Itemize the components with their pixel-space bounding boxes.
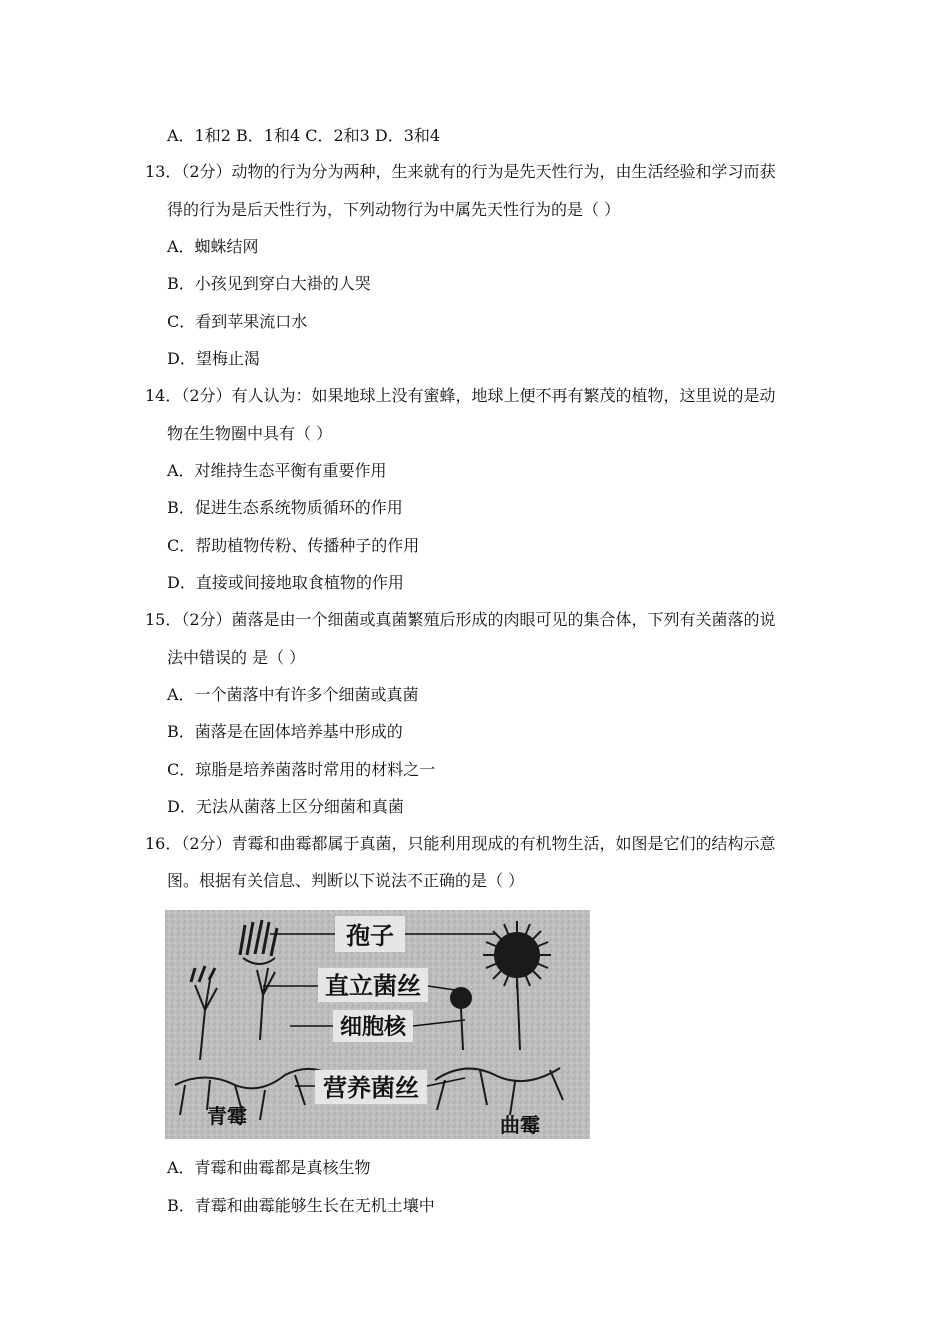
- q13-option-a: A．蜘蛛结网: [167, 237, 259, 256]
- q16-stem-line2: 图。根据有关信息、判断以下说法不正确的是（ ）: [167, 871, 525, 890]
- q14-option-c: C．帮助植物传粉、传播种子的作用: [167, 536, 420, 555]
- label-nucleus: 细胞核: [339, 1015, 407, 1040]
- q14-option-d: D．直接或间接地取食植物的作用: [167, 573, 404, 592]
- q15-stem-line2: 法中错误的 是（ ）: [167, 648, 306, 667]
- mold-structure-figure: [165, 910, 590, 1139]
- q15-stem-line1: 15．（2分）菌落是由一个细菌或真菌繁殖后形成的肉眼可见的集合体，下列有关菌落的说: [145, 610, 776, 629]
- q15-option-b: B．菌落是在固体培养基中形成的: [167, 722, 403, 741]
- label-penicillium: 青霉: [207, 1104, 247, 1128]
- q13-option-c: C．看到苹果流口水: [167, 312, 308, 331]
- q13-stem-line1: 13．（2分）动物的行为分为两种，生来就有的行为是先天性行为，由生活经验和学习而获: [145, 162, 776, 181]
- q13-option-b: B．小孩见到穿白大褂的人哭: [167, 274, 371, 293]
- q14-option-b: B．促进生态系统物质循环的作用: [167, 498, 403, 517]
- q13-stem-line2: 得的行为是后天性行为，下列动物行为中属先天性行为的是（ ）: [167, 200, 621, 219]
- label-nutrient-hyphae: 营养菌丝: [323, 1074, 419, 1102]
- q15-option-c: C．琼脂是培养菌落时常用的材料之一: [167, 760, 436, 779]
- q14-stem-line1: 14．（2分）有人认为：如果地球上没有蜜蜂，地球上便不再有繁茂的植物，这里说的是动: [145, 386, 776, 405]
- q12-options: A．1和2 B．1和4 C．2和3 D．3和4: [167, 126, 441, 145]
- label-aspergillus: 曲霉: [500, 1113, 540, 1137]
- q14-option-a: A．对维持生态平衡有重要作用: [167, 461, 387, 480]
- q16-option-a: A．青霉和曲霉都是真核生物: [167, 1158, 371, 1177]
- q15-option-a: A．一个菌落中有许多个细菌或真菌: [167, 685, 419, 704]
- q14-stem-line2: 物在生物圈中具有（ ）: [167, 424, 333, 443]
- q15-option-d: D．无法从菌落上区分细菌和真菌: [167, 797, 404, 816]
- q13-option-d: D．望梅止渴: [167, 349, 260, 368]
- q16-stem-line1: 16．（2分）青霉和曲霉都属于真菌，只能利用现成的有机物生活，如图是它们的结构示意: [145, 834, 776, 853]
- label-spore: 孢子: [346, 922, 394, 950]
- label-aerial-hyphae: 直立菌丝: [325, 972, 421, 1000]
- q16-option-b: B．青霉和曲霉能够生长在无机土壤中: [167, 1196, 435, 1215]
